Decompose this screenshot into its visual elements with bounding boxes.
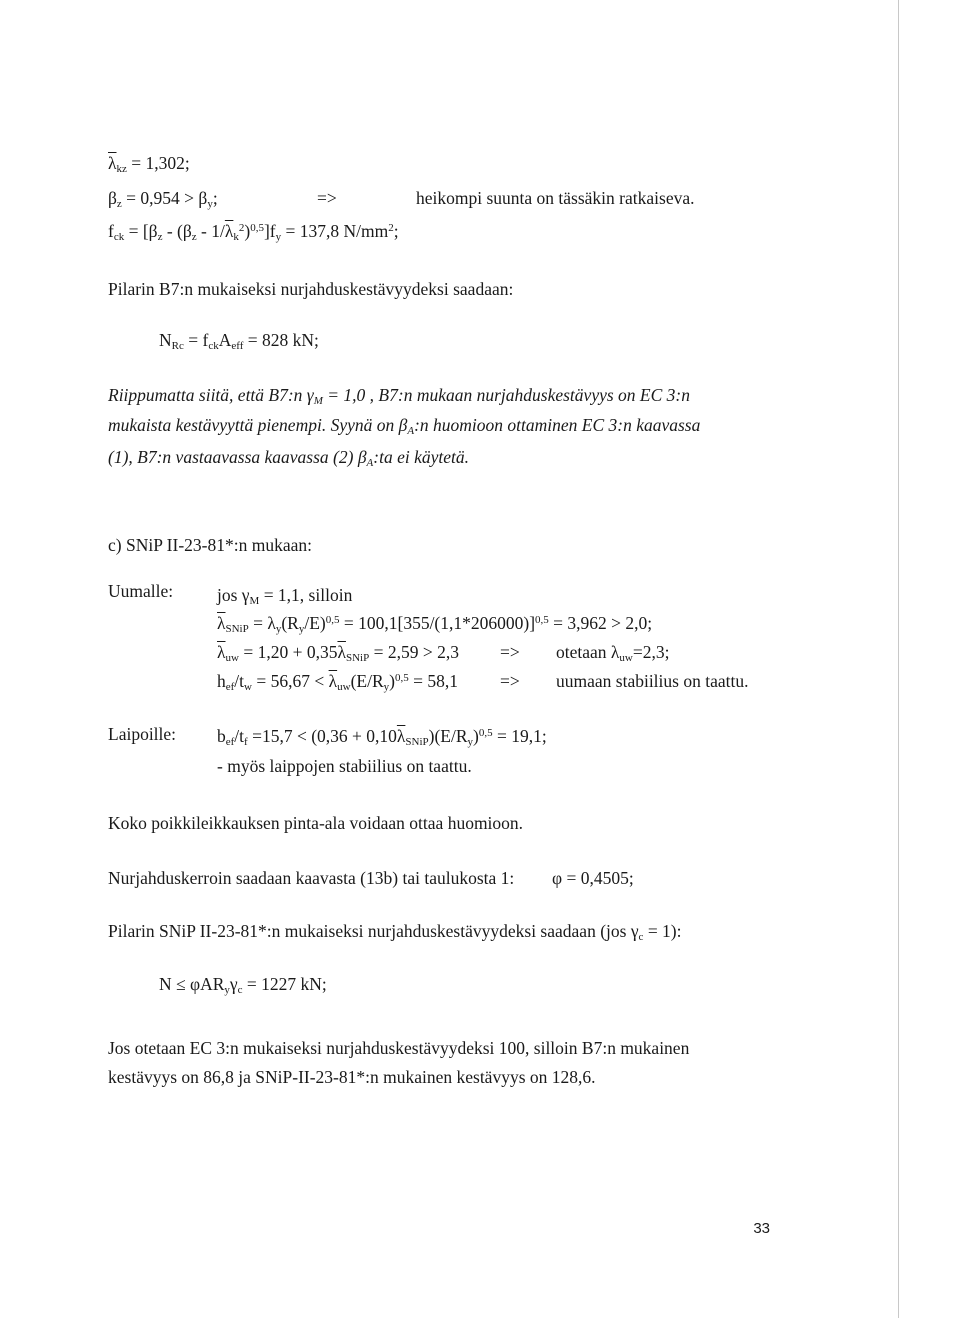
formula-bef-tf bbox=[217, 725, 547, 747]
symbol: $\overline{\lambda}$ bbox=[337, 642, 346, 662]
text: = 1,20 + 0,35 bbox=[238, 642, 338, 662]
subscript: M bbox=[249, 595, 260, 607]
text: ) bbox=[473, 726, 479, 746]
section-heading-snip: c) SNiP II-23-81*:n mukaan: bbox=[108, 535, 312, 555]
text: /t bbox=[234, 671, 245, 691]
symbol: N bbox=[159, 330, 172, 350]
subscript: y bbox=[275, 623, 282, 635]
subscript: ck bbox=[208, 340, 219, 352]
text: = 1227 kN; bbox=[242, 974, 327, 994]
text: = 56,67 < bbox=[251, 671, 329, 691]
text: =15,7 < (0,36 + 0,10 bbox=[247, 726, 397, 746]
arrow: => bbox=[500, 642, 520, 662]
subscript: ef bbox=[225, 681, 235, 693]
text: = 1,302; bbox=[126, 153, 190, 173]
subscript: uw bbox=[619, 652, 633, 664]
text: mukaista kestävyyttä pienempi. Syynä on bbox=[108, 415, 399, 435]
text: = 1): bbox=[643, 921, 682, 941]
text: (E/R bbox=[350, 671, 384, 691]
text: jos γ bbox=[217, 585, 250, 605]
superscript: 2 bbox=[388, 222, 394, 234]
text: ; bbox=[393, 221, 399, 241]
formula-gamma-m bbox=[217, 584, 352, 606]
superscript: 0,5 bbox=[250, 222, 264, 234]
text: = 1,1, silloin bbox=[259, 585, 353, 605]
subscript: eff bbox=[231, 340, 244, 352]
subscript: uw bbox=[225, 652, 239, 664]
label-laipoille: Laipoille: bbox=[108, 724, 177, 744]
formula-nrc bbox=[159, 329, 319, 351]
superscript: 2 bbox=[238, 222, 245, 234]
symbol: h bbox=[217, 671, 226, 691]
subscript: y bbox=[383, 681, 390, 693]
text: (R bbox=[281, 613, 299, 633]
text: ) bbox=[389, 671, 395, 691]
text: ; bbox=[212, 188, 218, 208]
symbol: β bbox=[398, 415, 408, 435]
superscript: 0,5 bbox=[394, 672, 409, 684]
text: (1), B7:n vastaavassa kaavassa (2) bbox=[108, 447, 358, 467]
text: Riippumatta siitä, että B7:n γ bbox=[108, 385, 314, 405]
symbol: $\overline{\lambda}$ bbox=[396, 726, 406, 746]
text: :n huomioon ottaminen EC 3:n kaavassa bbox=[414, 415, 701, 435]
text: = 1,0 , B7:n mukaan nurjahduskestävyys on EC 3:n bbox=[322, 385, 690, 405]
subscript: f bbox=[244, 736, 248, 748]
subscript: A bbox=[407, 425, 415, 437]
subscript: k bbox=[233, 231, 239, 243]
text: ) bbox=[244, 221, 251, 241]
formula-beta-z bbox=[108, 187, 218, 209]
text: Pilarin SNiP II-23-81*:n mukaiseksi nurjahduskestävyydeksi saadaan (jos γ bbox=[108, 921, 639, 941]
subscript: uw bbox=[337, 681, 351, 693]
conclusion-line-1: Jos otetaan EC 3:n mukaiseksi nurjahduskestävyydeksi 100, silloin B7:n mukainen bbox=[108, 1038, 690, 1058]
text: /t bbox=[234, 726, 245, 746]
page-edge-line bbox=[898, 0, 899, 1318]
text: =2,3; bbox=[632, 642, 670, 662]
text: = 100,1[355/(1,1*206000)] bbox=[339, 613, 536, 633]
text: = 3,962 > 2,0; bbox=[548, 613, 653, 633]
subscript: Rc bbox=[171, 340, 184, 352]
subscript: c bbox=[638, 931, 644, 943]
subscript: y bbox=[224, 984, 230, 996]
result-lambda-uw bbox=[556, 641, 669, 663]
subscript: ef bbox=[225, 736, 235, 748]
subscript: z bbox=[116, 198, 122, 210]
subscript: SNiP bbox=[405, 736, 429, 748]
text: = f bbox=[183, 330, 209, 350]
symbol: γ bbox=[229, 974, 238, 994]
text: = 19,1; bbox=[492, 726, 547, 746]
text: = 828 kN; bbox=[243, 330, 319, 350]
paragraph-b7-intro: Pilarin B7:n mukaiseksi nurjahduskestävyydeksi saadaan: bbox=[108, 279, 514, 299]
text: - (β bbox=[162, 221, 192, 241]
subscript: c bbox=[237, 984, 243, 996]
subscript: z bbox=[157, 231, 163, 243]
text: otetaan λ bbox=[556, 642, 620, 662]
text: - 1/ bbox=[196, 221, 225, 241]
symbol: $\overline{\lambda}$ bbox=[217, 642, 226, 662]
formula-phi: φ = 0,4505; bbox=[552, 868, 634, 888]
symbol: b bbox=[217, 726, 226, 746]
symbol: f bbox=[108, 221, 114, 241]
subscript: kz bbox=[116, 163, 127, 175]
italic-line-3 bbox=[108, 446, 469, 468]
comment-text: heikompi suunta on tässäkin ratkaiseva. bbox=[416, 188, 695, 208]
superscript: 0,5 bbox=[535, 614, 549, 626]
text: ]f bbox=[263, 221, 276, 241]
text: :ta ei käytetä. bbox=[373, 447, 469, 467]
result-web-stability: uumaan stabiilius on taattu. bbox=[556, 671, 749, 691]
symbol: $\overline{\lambda}$ bbox=[328, 671, 338, 691]
formula-fck bbox=[108, 220, 399, 242]
symbol: $\overline{\lambda}$ bbox=[217, 613, 226, 633]
subscript: SNiP bbox=[345, 652, 370, 664]
italic-line-2 bbox=[108, 414, 700, 436]
subscript: y bbox=[298, 623, 305, 635]
text: = 2,59 > 2,3 bbox=[369, 642, 459, 662]
conclusion-line-2: kestävyys on 86,8 ja SNiP-II-23-81*:n mukainen kestävyys on 128,6. bbox=[108, 1067, 596, 1087]
text: = λ bbox=[248, 613, 276, 633]
arrow: => bbox=[317, 188, 337, 208]
text: N ≤ φAR bbox=[159, 974, 225, 994]
formula-lambda-snip bbox=[217, 612, 652, 634]
label-uumalle: Uumalle: bbox=[108, 581, 174, 601]
formula-hef-tw bbox=[217, 670, 458, 692]
text: = [β bbox=[124, 221, 158, 241]
subscript: A bbox=[366, 457, 374, 469]
subscript: z bbox=[191, 231, 197, 243]
subscript: w bbox=[244, 681, 252, 693]
symbol: $\overline{\lambda}$ bbox=[224, 221, 234, 241]
flange-stability-note: - myös laippojen stabiilius on taattu. bbox=[217, 756, 472, 776]
text: = 137,8 N/mm bbox=[281, 221, 389, 241]
text: = 58,1 bbox=[408, 671, 458, 691]
formula-lambda-kz bbox=[108, 152, 190, 174]
symbol: β bbox=[357, 447, 367, 467]
text: A bbox=[218, 330, 232, 350]
superscript: 0,5 bbox=[325, 614, 340, 626]
symbol: $\overline{\lambda}$ bbox=[108, 153, 117, 173]
text: )(E/R bbox=[428, 726, 468, 746]
paragraph-snip-resistance bbox=[108, 920, 682, 942]
subscript: ck bbox=[113, 231, 125, 243]
symbol: β bbox=[108, 188, 117, 208]
formula-n-snip bbox=[159, 973, 327, 995]
text: = 0,954 > β bbox=[121, 188, 208, 208]
italic-line-1 bbox=[108, 384, 690, 406]
subscript: y bbox=[467, 736, 474, 748]
formula-lambda-uw bbox=[217, 641, 459, 663]
subscript: M bbox=[313, 395, 323, 407]
subscript: y bbox=[207, 198, 213, 210]
text: /E) bbox=[304, 613, 326, 633]
page-number: 33 bbox=[753, 1220, 770, 1237]
superscript: 0,5 bbox=[478, 727, 493, 739]
subscript: SNiP bbox=[225, 623, 249, 635]
paragraph-buckling-coefficient: Nurjahduskerroin saadaan kaavasta (13b) tai taulukosta 1: bbox=[108, 868, 515, 888]
arrow: => bbox=[500, 671, 520, 691]
subscript: y bbox=[275, 231, 282, 243]
paragraph-cross-section: Koko poikkileikkauksen pinta-ala voidaan ottaa huomioon. bbox=[108, 813, 524, 833]
